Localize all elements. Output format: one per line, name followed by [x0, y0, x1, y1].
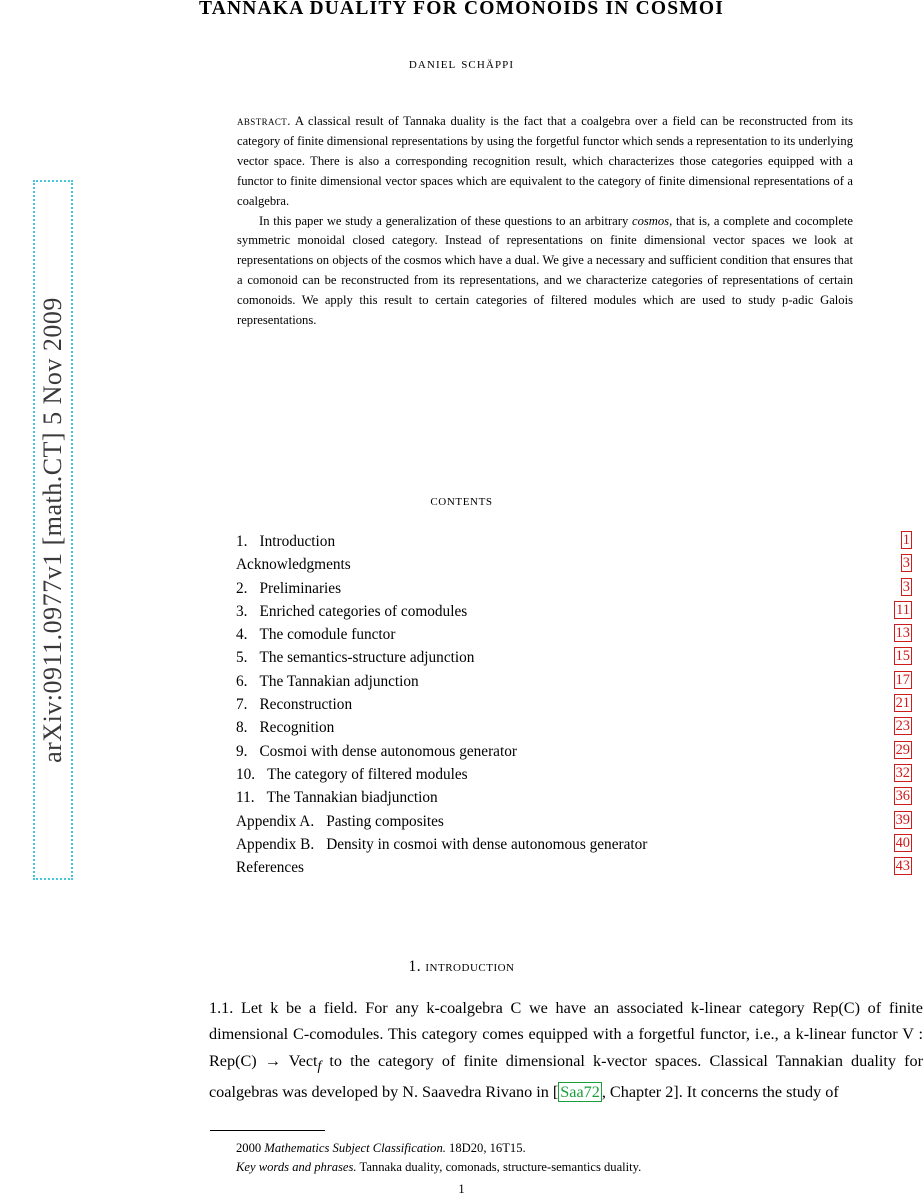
toc-entry[interactable] — [236, 833, 912, 856]
toc-entry-number: Appendix B. — [236, 835, 315, 853]
toc-entry[interactable] — [236, 810, 912, 833]
toc-entry-label: Recognition — [259, 719, 335, 737]
section-1-paragraph — [209, 995, 923, 1105]
toc-entry[interactable] — [236, 600, 912, 623]
toc-entry-page[interactable]: 1 — [902, 532, 910, 548]
toc-entry-label: The comodule functor — [259, 626, 396, 644]
toc-entry-page[interactable]: 29 — [895, 741, 910, 758]
msc-value: 18D20, 16T15. — [449, 1141, 526, 1155]
toc-entry-label: Pasting composites — [326, 812, 444, 830]
toc-entry-number: Appendix A. — [236, 812, 315, 830]
toc-entry-page[interactable]: 3 — [902, 578, 910, 595]
toc-entry-page[interactable]: 3 — [902, 555, 910, 572]
msc-label: Mathematics Subject Classification. — [264, 1141, 446, 1155]
toc-entry-page[interactable]: 13 — [895, 625, 910, 642]
toc-entry[interactable] — [236, 786, 912, 809]
toc-entry-label: The Tannakian biadjunction — [266, 789, 438, 807]
citation-link[interactable]: Saa72 — [560, 1083, 600, 1102]
toc-entry[interactable] — [236, 763, 912, 786]
abstract-text-1: A classical result of Tannaka duality is the fact that a coalgebra over a field can be reconstructed from its category of finite dimensional representations by using the forgetful functor which sends a representation to its underlying vector space. There is also a corresponding recognition result, which characterizes those categories equipped with a functor to finite dimensional vector spaces which are equivalent to the category of finite dimensional representations of a coalgebra. — [237, 114, 853, 208]
abstract-text-2b: , that is, a complete and cocomplete symmetric monoidal closed category. Instead of representations on finite dimensional vector spaces we look at representations on objects of the cosmos which have a dual. We give a necessary and sufficient condition that ensures that a comonoid can be reconstructed from its representations, and we characterize categories of representations of certain comonoids. We apply this result to certain categories of filtered modules which are used to study p-adic Galois representations. — [237, 213, 853, 328]
keywords-value: Tannaka duality, comonads, structure-semantics duality. — [359, 1160, 642, 1174]
body-text-part-3: , Chapter 2]. It concerns the study of — [601, 1083, 839, 1102]
toc-entry-label: Cosmoi with dense autonomous generator — [259, 742, 517, 760]
toc-entry[interactable] — [236, 670, 912, 693]
toc-entry[interactable] — [236, 623, 912, 646]
footnote-keywords — [236, 1158, 896, 1177]
abstract-heading: abstract. — [237, 114, 291, 128]
msc-year: 2000 — [236, 1141, 262, 1155]
toc-entry[interactable] — [236, 856, 912, 879]
toc-entry-number: 2. — [236, 579, 248, 597]
toc-entry-number: 11. — [236, 789, 255, 807]
toc-entry[interactable] — [236, 646, 912, 669]
toc-entry-label: The Tannakian adjunction — [259, 672, 419, 690]
footnote-block — [236, 1139, 896, 1177]
toc-entry-number: 5. — [236, 649, 248, 667]
toc-entry-number: 6. — [236, 672, 248, 690]
toc-entry-number: 8. — [236, 719, 248, 737]
arxiv-identifier-stamp: arXiv:0911.0977v1 [math.CT] 5 Nov 2009 — [33, 180, 73, 880]
toc-entry-page[interactable]: 15 — [895, 648, 910, 665]
section-heading-introduction: 1. introduction — [408, 958, 515, 975]
toc-entry[interactable] — [236, 716, 912, 739]
toc-entry-page[interactable]: 21 — [895, 695, 910, 712]
toc-entry-page[interactable]: 43 — [895, 858, 910, 875]
toc-entry-label: Enriched categories of comodules — [259, 602, 468, 620]
toc-entry-page[interactable]: 23 — [895, 718, 910, 735]
keywords-label: Key words and phrases. — [236, 1160, 357, 1174]
toc-entry[interactable] — [236, 577, 912, 600]
toc-entry-label: The category of filtered modules — [267, 765, 468, 783]
toc-entry-page[interactable]: 36 — [895, 788, 910, 805]
contents-heading: contents — [430, 492, 493, 509]
toc-entry[interactable] — [236, 530, 912, 553]
toc-entry[interactable] — [236, 740, 912, 763]
toc-entry-page[interactable]: 39 — [895, 811, 910, 828]
toc-entry-label: Reconstruction — [259, 696, 353, 714]
toc-entry-number: 7. — [236, 696, 248, 714]
toc-entry-page[interactable]: 32 — [895, 764, 910, 781]
body-text-part-2: to the category of finite dimensional k-vector spaces. Classical Tannakian duality for coalgebras was developed by N. Saavedra Rivano in [ — [209, 1051, 923, 1102]
abstract-paragraph-1 — [237, 112, 853, 212]
toc-entry-label: Acknowledgments — [236, 556, 351, 574]
toc-entry-page[interactable]: 17 — [895, 671, 910, 688]
toc-entry-page[interactable]: 40 — [895, 834, 910, 851]
toc-entry-label: References — [236, 859, 304, 877]
body-text-part-1: 1.1. Let k be a field. For any k-coalgebra C we have an associated k-linear category Rep(C) of finite dimensional C-comodules. This category comes equipped with a forgetful functor, i.e., a k-linear functor V : Rep(C) → Vect — [209, 999, 923, 1070]
body-text-subscript: f — [317, 1057, 322, 1073]
abstract-block — [237, 112, 853, 331]
toc-entry-label: Preliminaries — [259, 579, 342, 597]
toc-entry[interactable] — [236, 553, 912, 576]
toc-entry-label: Density in cosmoi with dense autonomous generator — [326, 835, 648, 853]
toc-entry-label: Introduction — [259, 533, 336, 550]
toc-entry-number: 9. — [236, 742, 248, 760]
abstract-paragraph-2 — [237, 212, 853, 331]
table-of-contents — [236, 530, 912, 879]
footnote-msc — [236, 1139, 896, 1158]
toc-entry-number: 3. — [236, 602, 248, 620]
abstract-emphasis-cosmos: cosmos — [631, 213, 670, 228]
toc-entry-number: 10. — [236, 765, 256, 783]
page-number: 1 — [458, 1182, 465, 1196]
toc-entry-number: 4. — [236, 626, 248, 644]
abstract-text-2a: In this paper we study a generalization of these questions to an arbitrary — [259, 213, 632, 228]
toc-entry[interactable] — [236, 693, 912, 716]
page-title: TANNAKA DUALITY FOR COMONOIDS IN COSMOI — [198, 0, 725, 19]
author-name: daniel schäppi — [408, 56, 515, 72]
footnote-separator — [210, 1130, 325, 1131]
toc-entry-number: 1. — [236, 533, 248, 550]
toc-entry-page[interactable]: 11 — [896, 601, 910, 618]
toc-entry-label: The semantics-structure adjunction — [259, 649, 475, 667]
